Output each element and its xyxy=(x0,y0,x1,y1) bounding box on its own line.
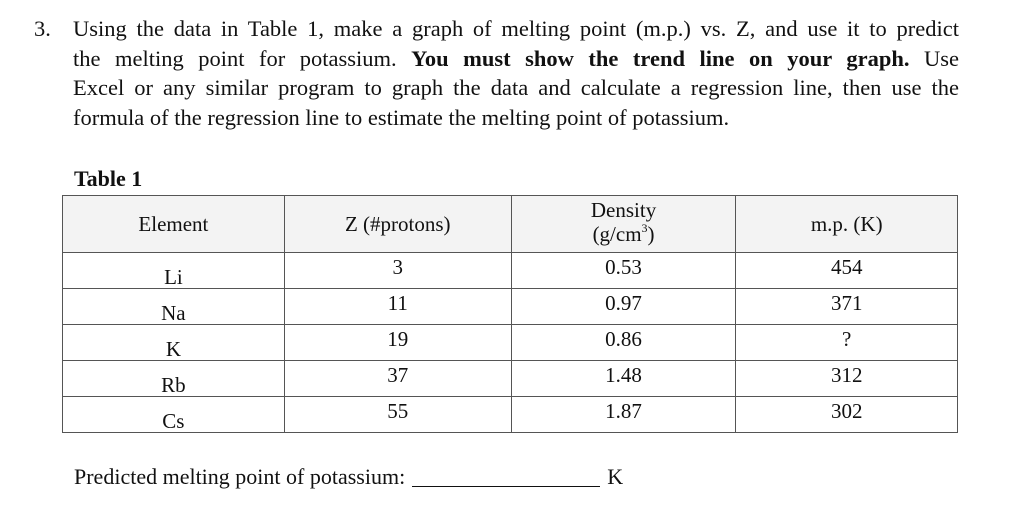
cell-element: Li xyxy=(63,253,285,289)
cell-melting-point: 302 xyxy=(736,397,958,433)
cell-melting-point: 371 xyxy=(736,289,958,325)
table-row xyxy=(63,253,958,289)
cell-density: 1.87 xyxy=(511,397,736,433)
answer-line xyxy=(74,464,623,490)
question-text xyxy=(73,14,959,132)
data-table xyxy=(62,195,958,433)
question-line-3: Excel or any similar program to graph the data and calculate a regression line, then use the xyxy=(73,75,959,100)
table-row xyxy=(63,361,958,397)
header-density-label: Density xyxy=(590,197,657,222)
cell-z: 37 xyxy=(284,361,511,397)
header-density-unit: $(g/cm^3)$ xyxy=(592,220,655,246)
answer-blank[interactable] xyxy=(412,464,600,487)
question-line-2-start: the melting point for potassium. xyxy=(73,45,397,71)
question-line-1: Using the data in Table 1, make a graph of melting point (m.p.) vs. Z, and use it to predict xyxy=(73,16,959,41)
cell-z: 3 xyxy=(284,253,511,289)
table-row xyxy=(63,289,958,325)
cell-melting-point: 312 xyxy=(736,361,958,397)
question-number: 3. xyxy=(34,16,51,41)
header-z: Z (#protons) xyxy=(284,196,511,253)
question-line-2-end: Use xyxy=(924,45,960,71)
table-row xyxy=(63,397,958,433)
table-row xyxy=(63,325,958,361)
trend-line-instruction: You must show the trend line on your graph. xyxy=(411,45,910,71)
table-caption: Table 1 xyxy=(74,166,143,191)
answer-unit: K xyxy=(607,464,624,489)
cell-element: Rb xyxy=(63,361,285,397)
cell-density: 0.86 xyxy=(511,325,736,361)
cell-density: 0.97 xyxy=(511,289,736,325)
header-melting-point: m.p. (K) xyxy=(736,196,958,253)
question-line-4: formula of the regression line to estimate the melting point of potassium. xyxy=(73,104,730,130)
cell-element: Cs xyxy=(63,397,285,433)
cell-density: 0.53 xyxy=(511,253,736,289)
header-density xyxy=(511,196,736,253)
cell-element: K xyxy=(63,325,285,361)
cell-element: Na xyxy=(63,289,285,325)
answer-label: Predicted melting point of potassium: xyxy=(74,464,406,489)
question-line-2 xyxy=(73,44,959,74)
cell-z: 19 xyxy=(284,325,511,361)
table-header-row xyxy=(63,196,958,253)
cell-melting-point: 454 xyxy=(736,253,958,289)
cell-z: 55 xyxy=(284,397,511,433)
cell-z: 11 xyxy=(284,289,511,325)
cell-density: 1.48 xyxy=(511,361,736,397)
cell-melting-point: ? xyxy=(736,325,958,361)
header-element: Element xyxy=(63,196,285,253)
